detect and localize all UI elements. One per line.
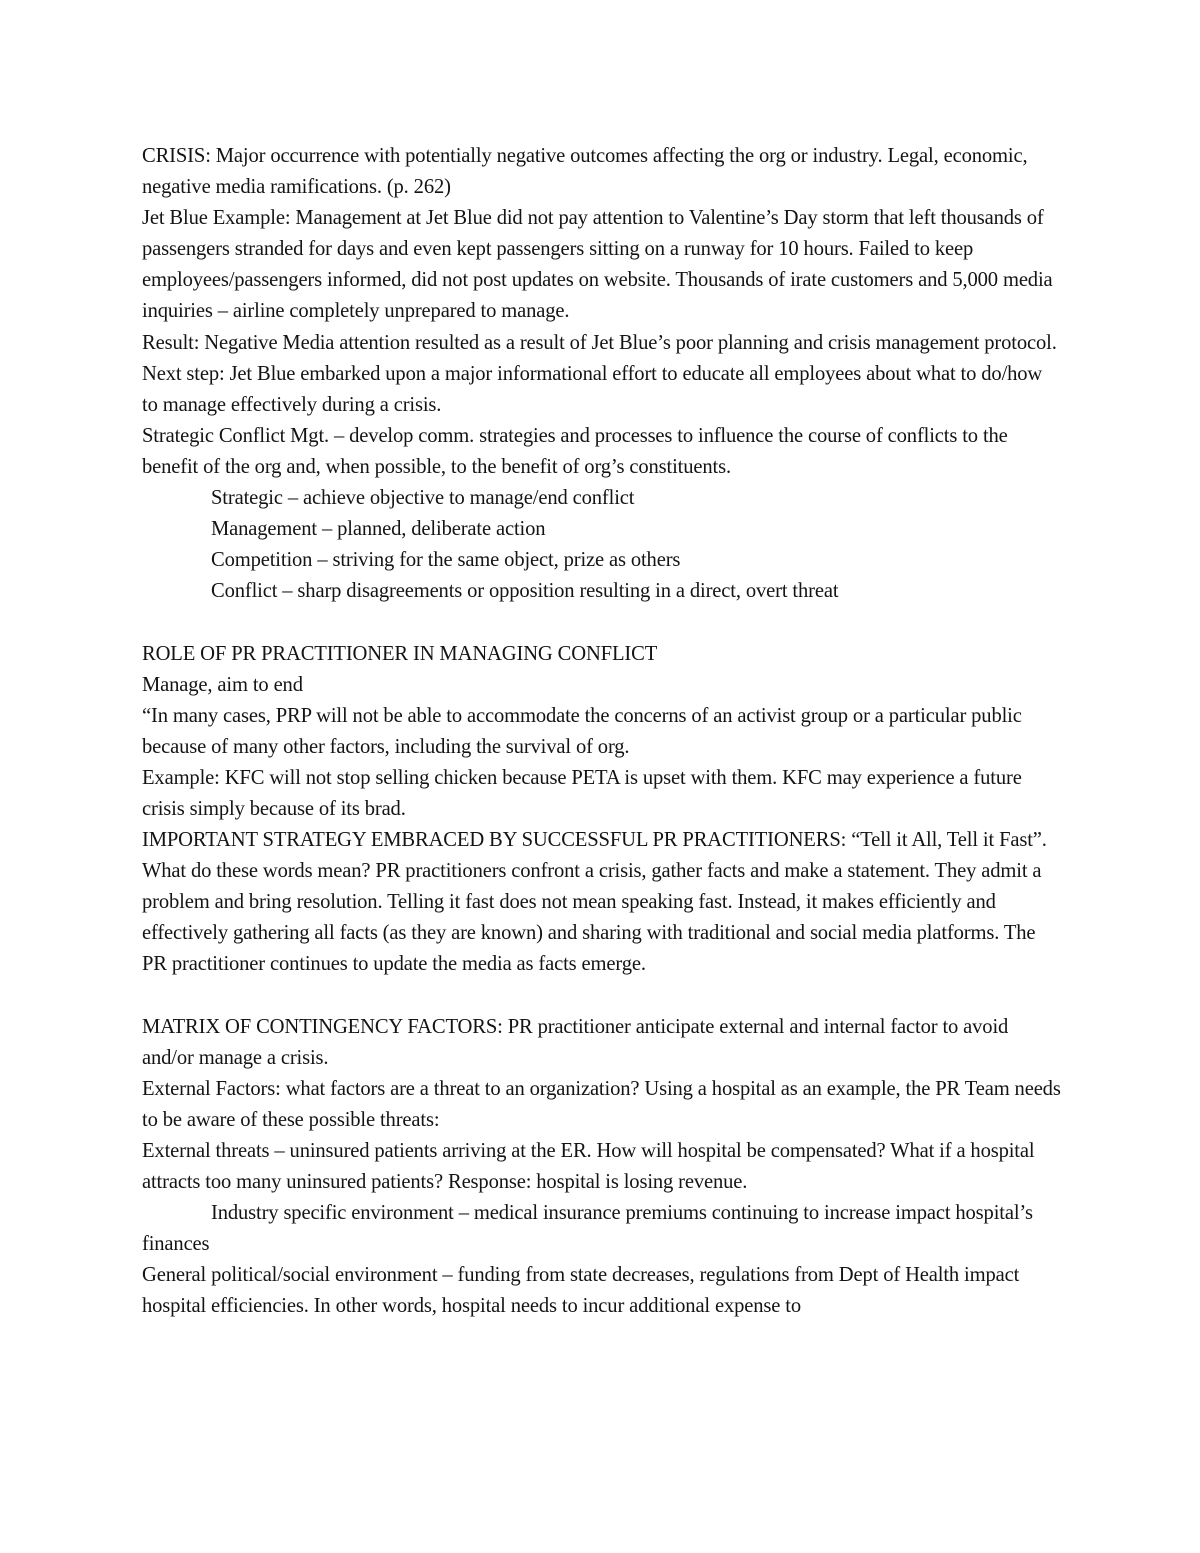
paragraph-industry-specific: Industry specific environment – medical insurance premiums continuing to increase impact hospital’s finances: [142, 1202, 1033, 1256]
list-item-competition: Competition – striving for the same object, prize as others: [211, 549, 681, 572]
blank-line: [142, 981, 1062, 1012]
paragraph-what-do-words-mean: What do these words mean? PR practitioners confront a crisis, gather facts and make a statement. They admit a problem and bring resolution. Telling it fast does not mean speaking fast. Instead, it makes efficiently and effectively gathering all facts (as they are known) and sharing with traditional and social media platforms. The PR practitioner continues to update the media as facts emerge.: [142, 860, 1042, 976]
paragraph-crisis-definition: CRISIS: Major occurrence with potentially negative outcomes affecting the org or industry. Legal, economic, negative media ramifications. (p. 262): [142, 145, 1028, 199]
heading-role-of-pr: ROLE OF PR PRACTITIONER IN MANAGING CONFLICT: [142, 642, 658, 665]
paragraph-result: Result: Negative Media attention resulted as a result of Jet Blue’s poor planning and crisis management protocol. Next step: Jet Blue embarked upon a major informational effort to educate all employees about what to do/how to manage effectively during a crisis.: [142, 331, 1057, 416]
paragraph-external-factors: External Factors: what factors are a threat to an organization? Using a hospital as an example, the PR Team needs to be aware of these possible threats:: [142, 1077, 1061, 1131]
list-item-conflict: Conflict – sharp disagreements or opposition resulting in a direct, overt threat: [211, 580, 839, 603]
paragraph-kfc-example: Example: KFC will not stop selling chicken because PETA is upset with them. KFC may experience a future crisis simply because of its brad.: [142, 766, 1022, 820]
list-item-management: Management – planned, deliberate action: [211, 518, 546, 541]
paragraph-quote-prp: “In many cases, PRP will not be able to accommodate the concerns of an activist group or a particular public because of many other factors, including the survival of org.: [142, 704, 1022, 758]
list-item-strategic: Strategic – achieve objective to manage/end conflict: [211, 487, 635, 510]
blank-line: [142, 607, 1062, 638]
document-body: [142, 141, 1062, 1323]
paragraph-external-threats: External threats – uninsured patients arriving at the ER. How will hospital be compensated? What if a hospital attracts too many uninsured patients? Response: hospital is losing revenue.: [142, 1140, 1035, 1194]
paragraph-important-strategy: IMPORTANT STRATEGY EMBRACED BY SUCCESSFUL PR PRACTITIONERS: “Tell it All, Tell it Fast”.: [142, 829, 1047, 852]
paragraph-jetblue-example: Jet Blue Example: Management at Jet Blue did not pay attention to Valentine’s Day storm that left thousands of passengers stranded for days and even kept passengers sitting on a runway for 10 hours. Failed to keep employees/passengers informed, did not post updates on website. Thousands of irate customers and 5,000 media inquiries – airline completely unprepared to manage.: [142, 207, 1053, 323]
paragraph-general-political: General political/social environment – funding from state decreases, regulations from Dept of Health impact hospital efficiencies. In other words, hospital needs to incur additional expense to: [142, 1264, 1020, 1318]
paragraph-manage-aim: Manage, aim to end: [142, 673, 303, 696]
heading-matrix-contingency: MATRIX OF CONTINGENCY FACTORS: PR practitioner anticipate external and internal factor to avoid and/or manage a crisis.: [142, 1015, 1009, 1069]
paragraph-strategic-conflict-mgt: Strategic Conflict Mgt. – develop comm. strategies and processes to influence the course of conflicts to the benefit of the org and, when possible, to the benefit of org’s constituents.: [142, 424, 1008, 478]
